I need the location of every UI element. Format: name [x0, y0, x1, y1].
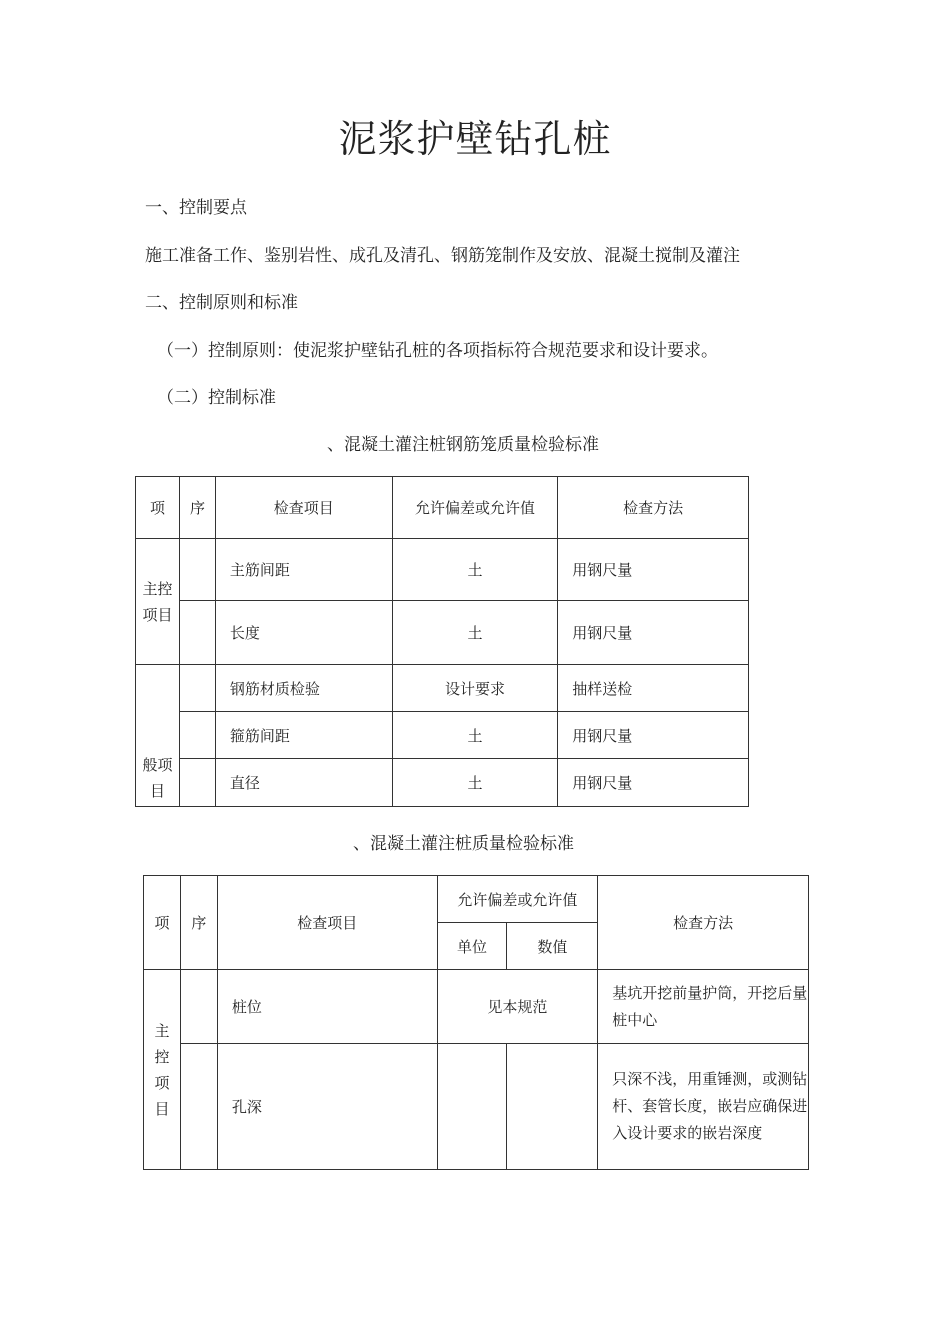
- table1-header-check: 检查项目: [215, 477, 392, 539]
- section-1-heading: 一、控制要点: [145, 198, 247, 218]
- table2-header-check: 检查项目: [217, 876, 437, 970]
- table1-header-item: 项: [136, 477, 180, 539]
- table-row: [136, 539, 749, 601]
- table-row: [136, 712, 749, 759]
- table2-header-seq: 序: [180, 876, 217, 970]
- table1-group-main: [136, 539, 180, 665]
- table2-group-main-label: 主控项目: [154, 1021, 170, 1118]
- table2-header-tolerance: 允许偏差或允许值: [437, 876, 598, 923]
- section-1-text: 施工准备工作、鉴别岩性、成孔及清孔、钢筋笼制作及安放、混凝土搅制及灌注: [145, 246, 740, 266]
- table1-check-cell: 直径: [215, 759, 392, 807]
- table-row: [136, 665, 749, 712]
- table1-method-cell: 用钢尺量: [558, 759, 749, 807]
- table1-tolerance-cell: 设计要求: [392, 665, 558, 712]
- table2-group-main: [144, 970, 181, 1170]
- table2-caption: 、混凝土灌注桩质量检验标准: [353, 834, 574, 854]
- table1-seq-cell: [179, 712, 215, 759]
- table2-check-cell: 桩位: [217, 970, 437, 1044]
- table1-method-cell: 用钢尺量: [558, 601, 749, 665]
- table2-check-cell: 孔深: [217, 1044, 437, 1170]
- table2-header-unit: 单位: [437, 923, 507, 970]
- table2-header-value: 数值: [507, 923, 598, 970]
- table2-value-cell: [507, 1044, 598, 1170]
- table2-header-item: 项: [144, 876, 181, 970]
- cage-quality-table: [135, 476, 749, 807]
- table2-method-cell: 基坑开挖前量护筒，开挖后量桩中心: [598, 970, 809, 1044]
- table1-check-cell: 主筋间距: [215, 539, 392, 601]
- table-row: [144, 1044, 809, 1170]
- table1-group-general-label: 般项目: [142, 756, 173, 800]
- table2-header-method: 检查方法: [598, 876, 809, 970]
- table1-check-cell: 钢筋材质检验: [215, 665, 392, 712]
- table-row: [136, 759, 749, 807]
- table1-method-cell: 抽样送检: [558, 665, 749, 712]
- table2-method-cell: 只深不浅，用重锤测，或测钻杆、套管长度，嵌岩应确保进入设计要求的嵌岩深度: [598, 1044, 809, 1170]
- table1-seq-cell: [179, 665, 215, 712]
- table2-unit-cell: [437, 1044, 507, 1170]
- table1-method-cell: 用钢尺量: [558, 539, 749, 601]
- table1-header-row: [136, 477, 749, 539]
- table1-method-cell: 用钢尺量: [558, 712, 749, 759]
- table2-header-row: [144, 876, 809, 923]
- table1-check-cell: 长度: [215, 601, 392, 665]
- table2-seq-cell: [180, 1044, 217, 1170]
- table1-tolerance-cell: 土: [392, 759, 558, 807]
- table1-seq-cell: [179, 759, 215, 807]
- table1-check-cell: 箍筋间距: [215, 712, 392, 759]
- table2-tolerance-cell: 见本规范: [437, 970, 598, 1044]
- table2-seq-cell: [180, 970, 217, 1044]
- table1-group-main-label: 主控项目: [142, 579, 173, 624]
- table-row: [144, 970, 809, 1044]
- table-row: [136, 601, 749, 665]
- table1-seq-cell: [179, 539, 215, 601]
- table1-seq-cell: [179, 601, 215, 665]
- table1-header-tolerance: 允许偏差或允许值: [392, 477, 558, 539]
- table1-tolerance-cell: 土: [392, 712, 558, 759]
- table1-header-seq: 序: [179, 477, 215, 539]
- table1-header-method: 检查方法: [558, 477, 749, 539]
- table1-group-general: [136, 665, 180, 807]
- pile-quality-table: [143, 875, 809, 1170]
- control-principle: （一）控制原则：使泥浆护壁钻孔桩的各项指标符合规范要求和设计要求。: [157, 341, 718, 361]
- table1-tolerance-cell: 土: [392, 539, 558, 601]
- table1-tolerance-cell: 土: [392, 601, 558, 665]
- section-2-heading: 二、控制原则和标准: [145, 293, 298, 313]
- control-standard: （二）控制标准: [157, 388, 276, 408]
- page-title: 泥浆护壁钻孔桩: [338, 117, 612, 161]
- table1-caption: 、混凝土灌注桩钢筋笼质量检验标准: [327, 435, 599, 455]
